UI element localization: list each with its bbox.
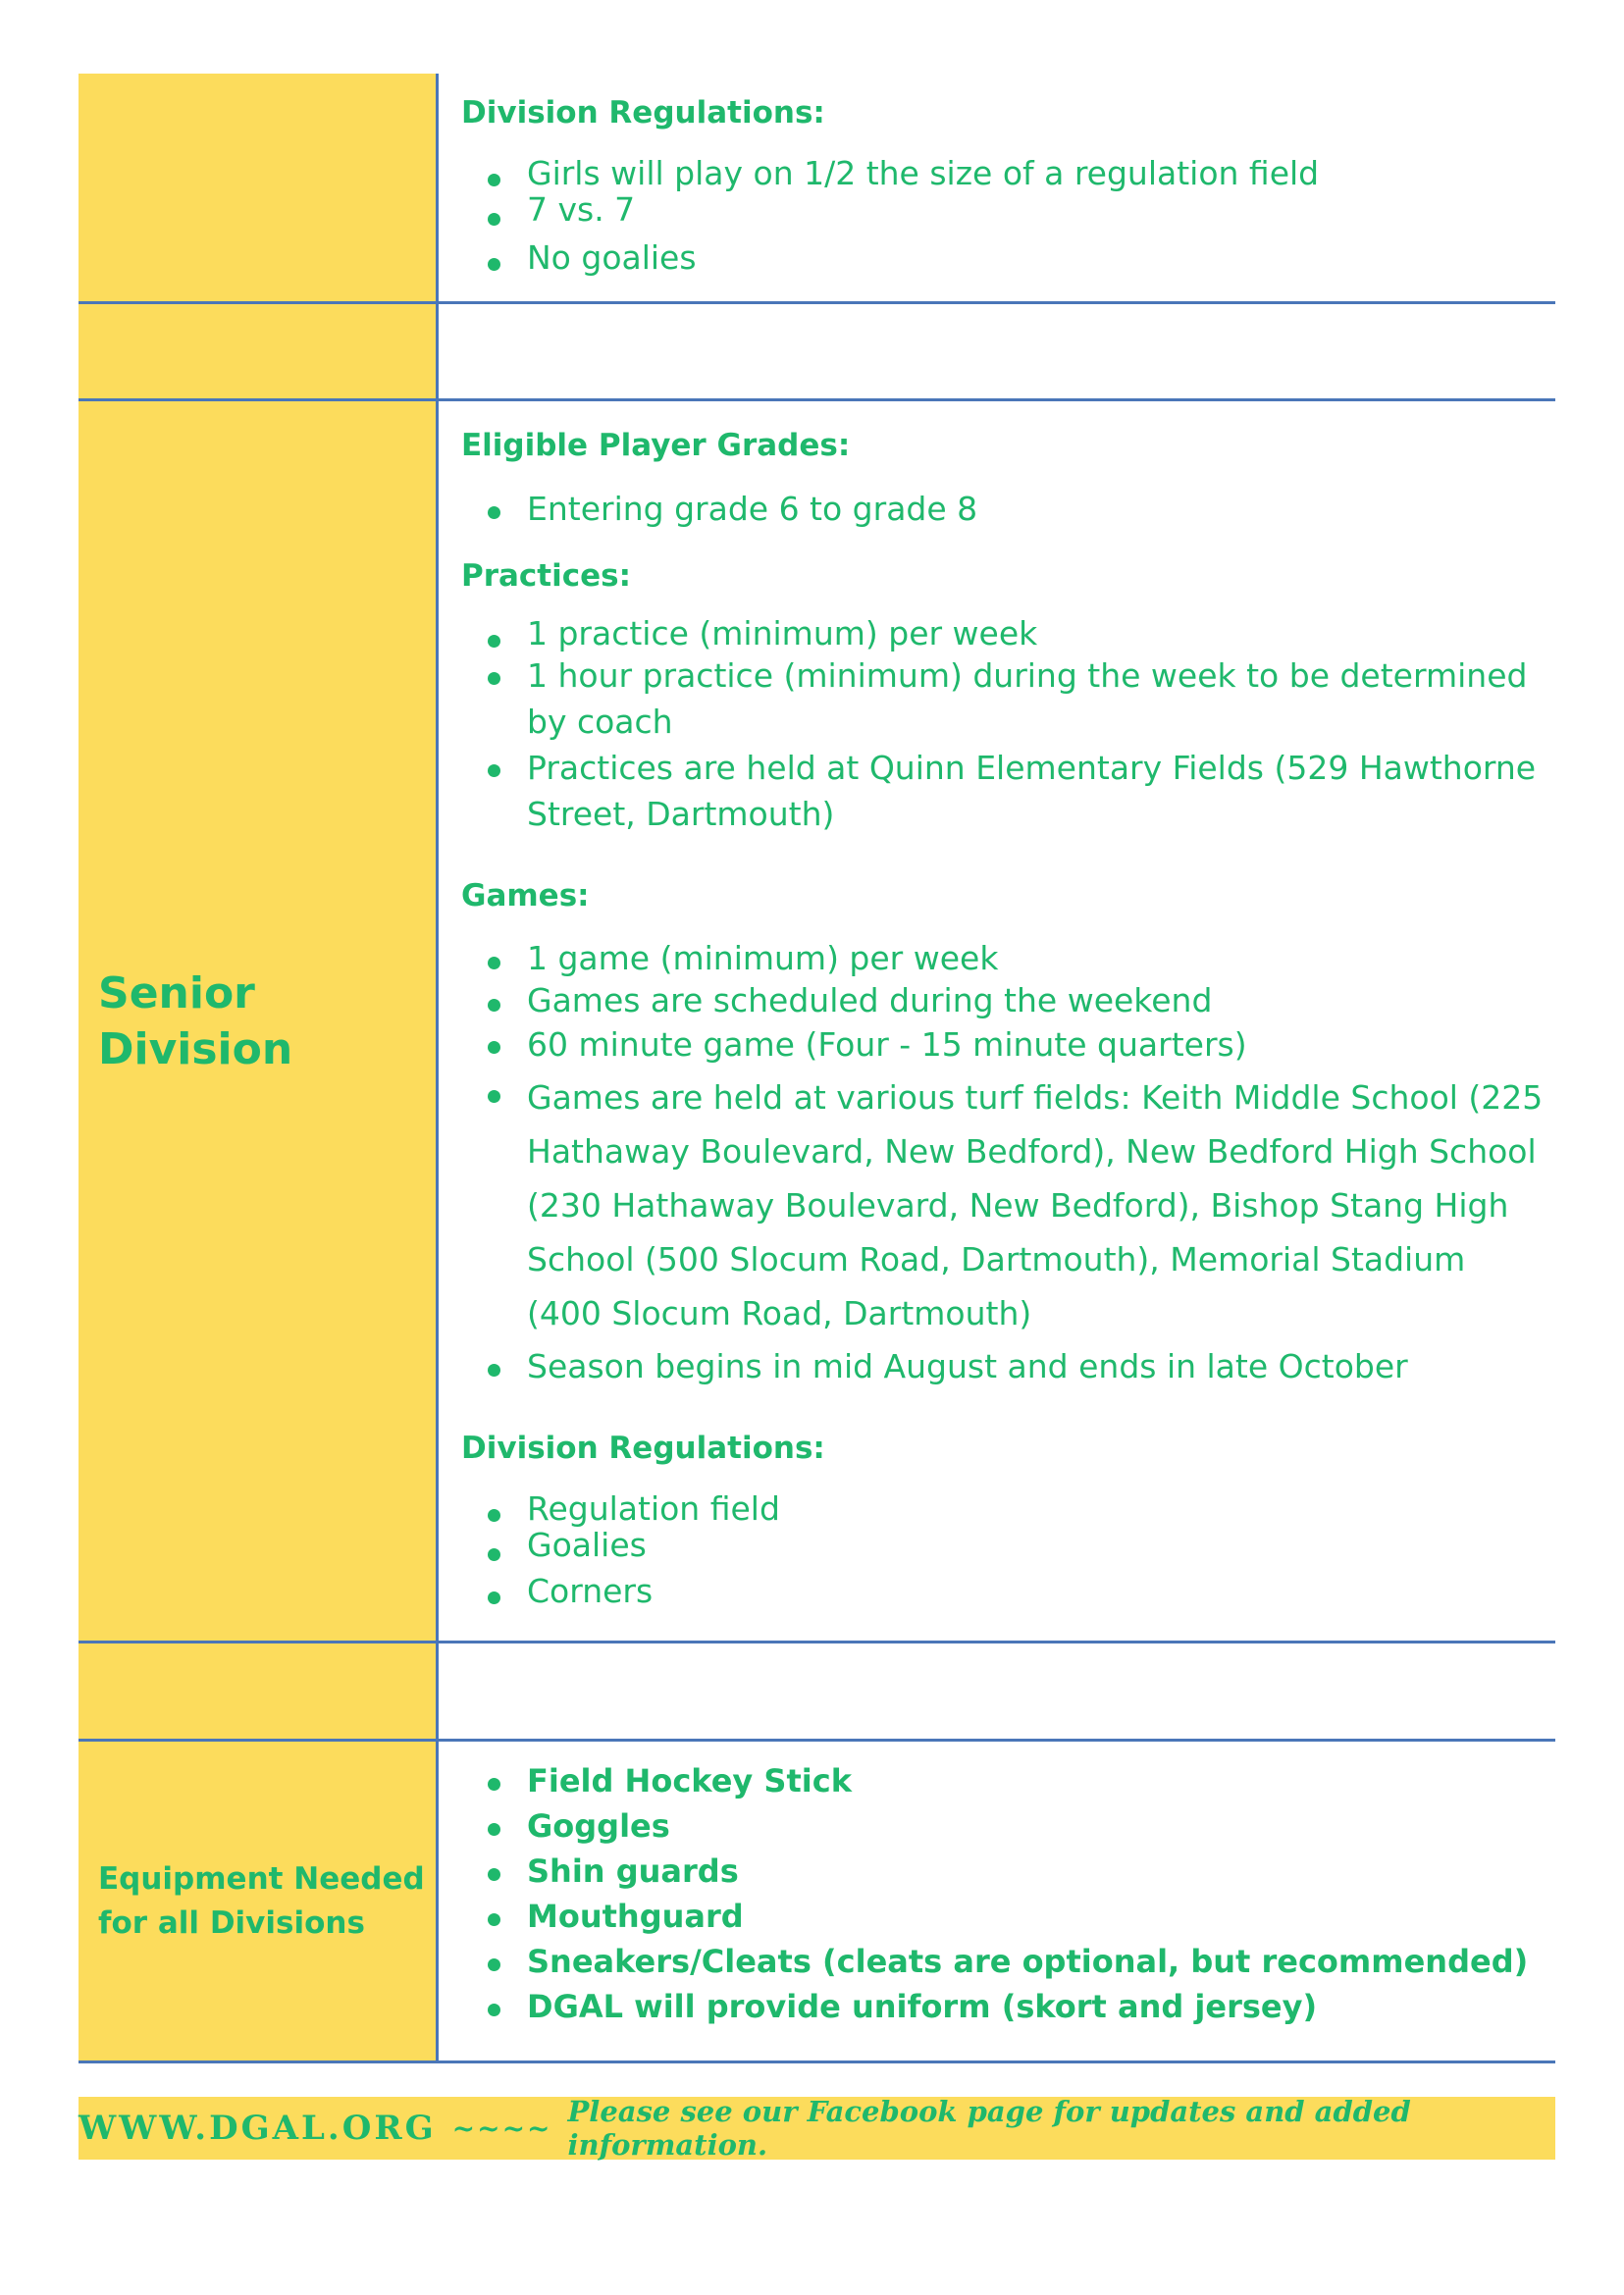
equipment-list [461, 1758, 1545, 2029]
equipment-label [79, 1742, 439, 2060]
games-heading: Games: [461, 878, 590, 913]
info-table [79, 74, 1555, 2063]
list-item: Sneakers/Cleats (cleats are optional, but recommended) [461, 1939, 1545, 1984]
row-label-empty [79, 74, 439, 301]
list-item: 1 practice (minimum) per week [461, 615, 1545, 652]
eligible-list [461, 487, 1545, 532]
games-list [461, 937, 1545, 1389]
list-item: Mouthguard [461, 1894, 1545, 1939]
row-spacer [79, 304, 1555, 401]
list-item: Field Hockey Stick [461, 1758, 1545, 1803]
bullet-list [461, 154, 1545, 278]
row-content-empty [439, 1643, 1555, 1739]
row-content-empty [439, 304, 1555, 398]
list-item: Regulation field [461, 1489, 1545, 1529]
senior-division-label [79, 401, 439, 1641]
row-spacer [79, 1643, 1555, 1742]
list-item: Entering grade 6 to grade 8 [461, 487, 1545, 532]
row-top-regulations [79, 74, 1555, 304]
list-item: Shin guards [461, 1849, 1545, 1894]
regulations-heading: Division Regulations: [461, 1431, 825, 1466]
practices-heading: Practices: [461, 558, 631, 594]
row-equipment [79, 1742, 1555, 2063]
list-item: Goggles [461, 1803, 1545, 1849]
footer-banner [79, 2097, 1555, 2160]
row-label-empty [79, 1643, 439, 1739]
row-senior-division [79, 401, 1555, 1643]
row-label-empty [79, 304, 439, 398]
regulations-list [461, 1489, 1545, 1611]
equipment-content [439, 1742, 1555, 2060]
website-link[interactable]: WWW.DGAL.ORG [79, 2109, 437, 2148]
list-item: Goalies [461, 1529, 1545, 1562]
list-item: 60 minute game (Four - 15 minute quarters) [461, 1021, 1545, 1069]
list-item: Season begins in mid August and ends in late October [461, 1344, 1545, 1389]
eligible-heading: Eligible Player Grades: [461, 428, 851, 463]
division-title: Senior Division [98, 967, 293, 1074]
footer-note: Please see our Facebook page for updates and added information. [567, 2095, 1411, 2162]
footer-separator: ~~~~ [451, 2112, 552, 2145]
list-item: Games are scheduled during the weekend [461, 979, 1545, 1021]
equipment-title: Equipment Needed for all Divisions [98, 1860, 425, 1941]
list-item: 1 game (minimum) per week [461, 937, 1545, 979]
list-item: Corners [461, 1572, 1545, 1611]
section-heading: Division Regulations: [461, 95, 825, 130]
list-item: No goalies [461, 238, 1545, 278]
list-item: Practices are held at Quinn Elementary Fields (529 Hawthorne Street, Dartmouth) [461, 745, 1545, 837]
list-item: Games are held at various turf fields: Keith Middle School (225 Hathaway Boulevard, New Bedford), New Bedford High School (230 Hathaway Boulevard, New Bedford), Bishop Stang High School (500 Slocum Road, Dartmouth), Memorial Stadium (400 Slocum Road, Dartmouth) [461, 1070, 1545, 1340]
practices-list [461, 615, 1545, 837]
senior-division-content [439, 401, 1555, 1641]
list-item: 1 hour practice (minimum) during the week to be determined by coach [461, 652, 1545, 745]
list-item: 7 vs. 7 [461, 193, 1545, 227]
list-item: Girls will play on 1/2 the size of a regulation field [461, 154, 1545, 193]
row-content [439, 74, 1555, 301]
list-item: DGAL will provide uniform (skort and jersey) [461, 1984, 1545, 2029]
